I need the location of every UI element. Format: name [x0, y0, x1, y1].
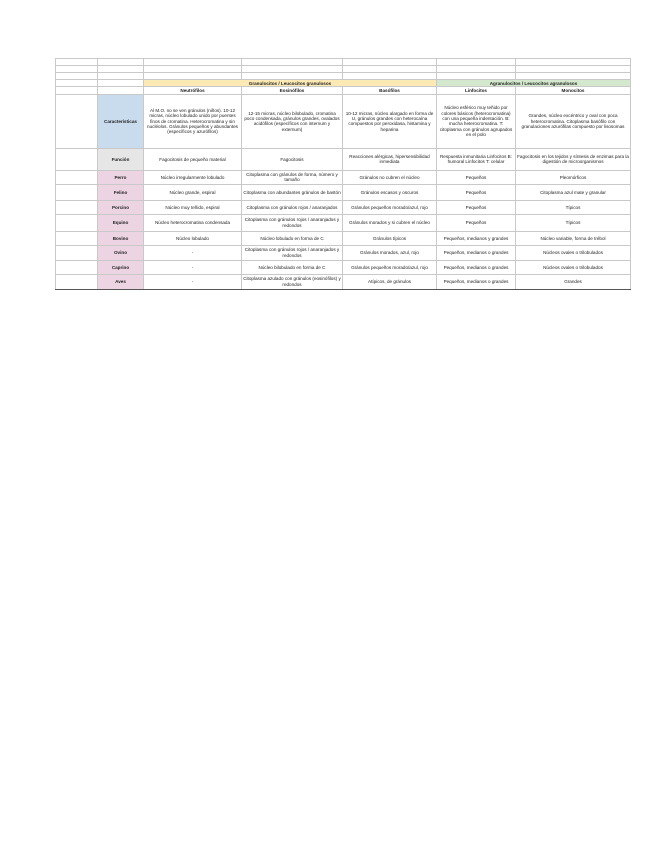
- table-cell: 10-12 micras, núcleo alargado en forma de U, gránulos grandes con heterocaína compuestos por peroxidasa, histamina y heparina: [343, 94, 437, 148]
- blank-cell: [56, 59, 98, 66]
- table-cell: Gránulos no cubren el núcleo: [343, 170, 437, 184]
- table-cell: Núcleo esférico muy teñido por colores básicos (heterocromatina) con una pequeña indentación. B: mucha heterocromatina. T: citoplasma con gránulos agrupados en el polo: [437, 94, 516, 148]
- column-header-neutrophils: Neutrófilos: [144, 87, 242, 94]
- blank-cell: [56, 274, 98, 289]
- table-cell: Núcleo lobulado en forma de C: [242, 231, 343, 245]
- blank-cell: [437, 59, 516, 66]
- blank-cell: [343, 66, 437, 73]
- blank-cell: [98, 66, 144, 73]
- table-cell: Fagocitosis: [242, 148, 343, 170]
- blank-cell: [343, 59, 437, 66]
- column-header-eosinophils: Eosinófilos: [242, 87, 343, 94]
- table-cell: Núcleo heterocromatina condensada: [144, 214, 242, 231]
- blank-cell: [56, 260, 98, 274]
- table-cell: 12-15 micras, núcleo bilobulado, cromatina poco condensada, gránulos grandes, ovalados acidófilos (específicos con internum y externum): [242, 94, 343, 148]
- table-cell: Fagocitosis de pequeño material: [144, 148, 242, 170]
- blank-cell: [437, 73, 516, 80]
- table-cell: Pequeños: [437, 200, 516, 214]
- table-row: [56, 231, 631, 245]
- blank-cell: [98, 59, 144, 66]
- granulocytes-group-header: Granulocitos / Leucocitos granulosos: [144, 80, 437, 87]
- blank-cell: [144, 73, 242, 80]
- table-row: [56, 200, 631, 214]
- blank-cell: [56, 87, 98, 94]
- table-cell: -: [144, 274, 242, 289]
- table-cell: Pequeños: [437, 184, 516, 200]
- table-cell: Núcleo grande, espiral: [144, 184, 242, 200]
- blank-cell: [56, 245, 98, 260]
- table-cell: Gránulos escasos y oscuros: [343, 184, 437, 200]
- row-header: Función: [98, 148, 144, 170]
- table-cell: Citoplasma con abundantes gránulos de bastón: [242, 184, 343, 200]
- table-cell: Citoplasma con gránulos rojos / anaranjados y redondos: [242, 214, 343, 231]
- table-cell: Pleomórficos: [516, 170, 631, 184]
- blank-cell: [98, 80, 144, 87]
- leukocyte-table: [55, 58, 631, 290]
- row-header: Porcino: [98, 200, 144, 214]
- table-row: [56, 274, 631, 289]
- blank-cell: [56, 200, 98, 214]
- table-cell: Núcleo muy teñido, espiral: [144, 200, 242, 214]
- row-header: Características: [98, 94, 144, 148]
- blank-cell: [98, 87, 144, 94]
- table-row: [56, 148, 631, 170]
- table-cell: Pequeños, medianos o grandes: [437, 245, 516, 260]
- row-header: Caprino: [98, 260, 144, 274]
- row-header: Perro: [98, 170, 144, 184]
- blank-cell: [56, 231, 98, 245]
- table-cell: Pequeños, medianos y grandes: [437, 231, 516, 245]
- table-cell: Pequeños: [437, 170, 516, 184]
- table-cell: Típicos: [516, 200, 631, 214]
- row-header: Bovino: [98, 231, 144, 245]
- table-cell: Pequeños: [437, 214, 516, 231]
- table-cell: Núcleos ovales o trilobulados: [516, 260, 631, 274]
- blank-cell: [56, 73, 98, 80]
- blank-cell: [437, 66, 516, 73]
- blank-cell: [56, 148, 98, 170]
- table-cell: Respuesta inmunitaria Linfocitos B: humoral Linfocitos T: celular: [437, 148, 516, 170]
- blank-cell: [516, 59, 631, 66]
- blank-cell: [56, 214, 98, 231]
- table-cell: Típicos: [516, 214, 631, 231]
- table-cell: Grandes, núcleo excéntrico y oval con poca heterocromatina. Citoplasma basófilo con granulaciones azurófilas compuesto por lisosomas: [516, 94, 631, 148]
- table-row: [56, 184, 631, 200]
- table-cell: Pequeños, medianos o grandes: [437, 274, 516, 289]
- table-cell: Fagocitosis en los tejidos y síntesis de enzimas para la digestión de microorganismos: [516, 148, 631, 170]
- column-header-basophils: Basófilos: [343, 87, 437, 94]
- table-cell: Núcleo variable, forma de trébol: [516, 231, 631, 245]
- table-cell: Gránulos pequeños morado/azul, rojo: [343, 260, 437, 274]
- blank-cell: [242, 59, 343, 66]
- table-cell: Núcleos ovales o trilobulados: [516, 245, 631, 260]
- table-cell: Al M.O. no se ven gránulos (niños). 10-12 micras, núcleo lobulado unido por puentes finos de cromatina. Heterocromatina y sin nucléolos. Gránulos pequeños y abundantes (específicos y azurófilos): [144, 94, 242, 148]
- table-cell: Gránulos pequeños morado/azul, rojo: [343, 200, 437, 214]
- table-cell: Pequeños, medianos o grandes: [437, 260, 516, 274]
- table-row: [56, 214, 631, 231]
- column-header-monocytes: Monocitos: [516, 87, 631, 94]
- blank-cell: [56, 66, 98, 73]
- blank-cell: [343, 73, 437, 80]
- blank-cell: [242, 66, 343, 73]
- table-row: [56, 170, 631, 184]
- table-cell: Núcleo irregularmente lobulado: [144, 170, 242, 184]
- blank-cell: [242, 73, 343, 80]
- row-header: Equino: [98, 214, 144, 231]
- agranulocytes-group-header: Agranulocitos / Leucocitos agranulosos: [437, 80, 631, 87]
- table-cell: Núcleo lobulado: [144, 231, 242, 245]
- blank-cell: [56, 184, 98, 200]
- blank-cell: [144, 66, 242, 73]
- table-cell: Citoplasma con gránulos rojos / anaranjados y redondos: [242, 245, 343, 260]
- blank-cell: [98, 73, 144, 80]
- row-header: Aves: [98, 274, 144, 289]
- table-cell: Citoplasma azulado con gránulos (eosinófilos) y redondos: [242, 274, 343, 289]
- table-row: [56, 94, 631, 148]
- blank-cell: [56, 170, 98, 184]
- table-row: [56, 245, 631, 260]
- table-cell: Núcleo bilobulado en forma de C: [242, 260, 343, 274]
- table-cell: Gránulos morados y si cubren el núcleo: [343, 214, 437, 231]
- table-cell: Gránulos típicos: [343, 231, 437, 245]
- blank-cell: [516, 73, 631, 80]
- table-row: [56, 260, 631, 274]
- blank-cell: [56, 80, 98, 87]
- row-header: Felino: [98, 184, 144, 200]
- table-cell: Gránulos morados, azul, rojo: [343, 245, 437, 260]
- table-cell: -: [144, 260, 242, 274]
- table-cell: Citoplasma con gránulos rojos / anaranjados: [242, 200, 343, 214]
- table-cell: -: [144, 245, 242, 260]
- table-cell: Atípicos, de gránulos: [343, 274, 437, 289]
- blank-cell: [56, 94, 98, 148]
- blank-cell: [516, 66, 631, 73]
- table-cell: Citoplasma con gránulos de forma, número y tamaño: [242, 170, 343, 184]
- table-cell: Citoplasma azul mate y granular: [516, 184, 631, 200]
- table-cell: Grandes: [516, 274, 631, 289]
- table-cell: Reacciones alérgicas, hipersensibilidad inmediata: [343, 148, 437, 170]
- column-header-lymphocytes: Linfocitos: [437, 87, 516, 94]
- row-header: Ovino: [98, 245, 144, 260]
- blank-cell: [144, 59, 242, 66]
